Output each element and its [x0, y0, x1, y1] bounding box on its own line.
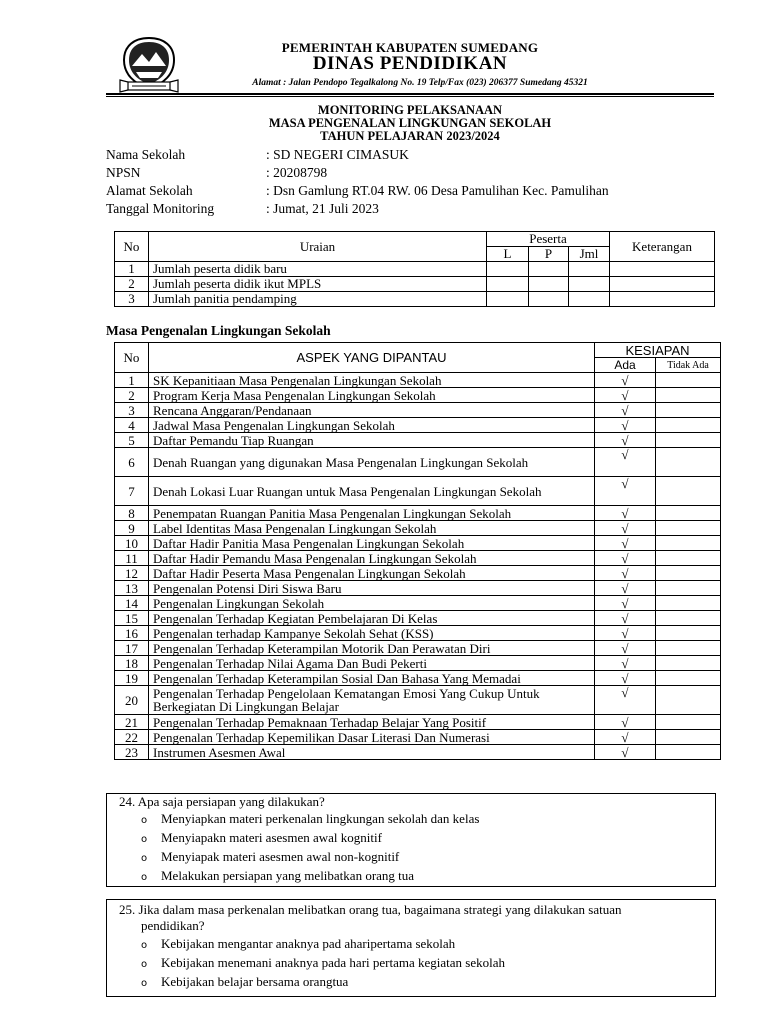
table-row [115, 277, 715, 292]
header-jml: Jml [569, 247, 610, 262]
table-row [115, 521, 721, 536]
row-no: 14 [115, 596, 149, 611]
header-l: L [487, 247, 529, 262]
header-no: No [115, 232, 149, 262]
answer-option [141, 936, 455, 952]
option-text: Menyiapkan materi perkenalan lingkungan sekolah dan kelas [161, 811, 480, 826]
question-24-box [106, 793, 716, 887]
row-aspek: Pengenalan Terhadap Keterampilan Motorik Dan Perawatan Diri [149, 641, 595, 656]
question-25-text: 25. Jika dalam masa perkenalan melibatkan orang tua, bagaimana strategi yang dilakukan satuan [119, 902, 622, 917]
table-row [115, 477, 721, 506]
check-mark: √ [595, 686, 656, 715]
check-mark: √ [595, 730, 656, 745]
row-aspek: Penempatan Ruangan Panitia Masa Pengenalan Lingkungan Sekolah [149, 506, 595, 521]
row-no: 1 [115, 262, 149, 277]
cell-tidak-ada [656, 611, 721, 626]
row-no: 10 [115, 536, 149, 551]
header-uraian: Uraian [149, 232, 487, 262]
header-peserta: Peserta [487, 232, 610, 247]
row-aspek: Daftar Hadir Pemandu Masa Pengenalan Lingkungan Sekolah [149, 551, 595, 566]
check-mark: √ [595, 536, 656, 551]
cell-tidak-ada [656, 433, 721, 448]
row-aspek: Pengenalan Terhadap Pemaknaan Terhadap Belajar Yang Positif [149, 715, 595, 730]
info-value: : 20208798 [266, 165, 328, 180]
bullet-icon: o [141, 940, 148, 951]
answer-option [141, 955, 505, 971]
row-no: 22 [115, 730, 149, 745]
info-value: : Dsn Gamlung RT.04 RW. 06 Desa Pamulihan Kec. Pamulihan [266, 183, 609, 198]
cell-tidak-ada [656, 448, 721, 477]
check-mark: √ [595, 418, 656, 433]
check-mark: √ [595, 626, 656, 641]
answer-option [141, 974, 348, 990]
table-row [115, 730, 721, 745]
check-mark: √ [595, 566, 656, 581]
row-no: 18 [115, 656, 149, 671]
row-aspek: Pengenalan Lingkungan Sekolah [149, 596, 595, 611]
cell-p [529, 292, 569, 307]
header-aspek: ASPEK YANG DIPANTAU [149, 343, 595, 373]
info-label: Alamat Sekolah [106, 183, 193, 198]
cell-tidak-ada [656, 418, 721, 433]
check-mark: √ [595, 715, 656, 730]
table-row [115, 656, 721, 671]
cell-tidak-ada [656, 477, 721, 506]
table-row [115, 536, 721, 551]
row-no: 17 [115, 641, 149, 656]
row-no: 21 [115, 715, 149, 730]
bullet-icon: o [141, 853, 148, 864]
table-row [115, 671, 721, 686]
info-label: NPSN [106, 165, 141, 180]
check-mark: √ [595, 581, 656, 596]
table-row [115, 581, 721, 596]
option-text: Melakukan persiapan yang melibatkan orang tua [161, 868, 415, 883]
section-title: Masa Pengenalan Lingkungan Sekolah [106, 323, 331, 338]
cell-tidak-ada [656, 551, 721, 566]
row-aspek: Denah Lokasi Luar Ruangan untuk Masa Pengenalan Lingkungan Sekolah [149, 477, 595, 506]
department-name: DINAS PENDIDIKAN [312, 53, 508, 74]
table-row [115, 448, 721, 477]
school-info [106, 146, 726, 218]
table-row [115, 418, 721, 433]
option-text: Kebijakan mengantar anaknya pad aharipertama sekolah [161, 936, 456, 951]
cell-tidak-ada [656, 686, 721, 715]
cell-keterangan [610, 277, 715, 292]
doc-title-line2: MASA PENGENALAN LINGKUNGAN SEKOLAH [268, 116, 552, 130]
info-value: : Jumat, 21 Juli 2023 [266, 201, 379, 216]
table-row [115, 686, 721, 715]
row-no: 15 [115, 611, 149, 626]
cell-tidak-ada [656, 388, 721, 403]
table-row [115, 433, 721, 448]
check-mark: √ [595, 671, 656, 686]
check-mark: √ [595, 745, 656, 760]
answer-option [141, 811, 479, 827]
table-row [115, 626, 721, 641]
cell-keterangan [610, 292, 715, 307]
row-aspek: Pengenalan Terhadap Keterampilan Sosial Dan Bahasa Yang Memadai [149, 671, 595, 686]
cell-tidak-ada [656, 641, 721, 656]
option-text: Kebijakan menemani anaknya pada hari pertama kegiatan sekolah [161, 955, 505, 970]
table-row [115, 596, 721, 611]
row-no: 23 [115, 745, 149, 760]
row-aspek: Rencana Anggaran/Pendanaan [149, 403, 595, 418]
doc-title-line3: TAHUN PELAJARAN 2023/2024 [320, 129, 500, 143]
cell-tidak-ada [656, 506, 721, 521]
row-no: 20 [115, 686, 149, 715]
option-text: Menyiapak materi asesmen awal non-kognitif [161, 849, 400, 864]
table-row [115, 292, 715, 307]
row-no: 2 [115, 277, 149, 292]
header-keterangan: Keterangan [610, 232, 715, 262]
cell-tidak-ada [656, 521, 721, 536]
check-mark: √ [595, 506, 656, 521]
check-mark: √ [595, 521, 656, 536]
header-tidak-ada: Tidak Ada [656, 358, 721, 373]
row-no: 4 [115, 418, 149, 433]
row-no: 9 [115, 521, 149, 536]
aspect-table [114, 342, 721, 760]
doc-title-line1: MONITORING PELAKSANAAN [317, 103, 503, 117]
info-row [106, 146, 726, 164]
row-no: 7 [115, 477, 149, 506]
letterhead-rule-thin [106, 96, 714, 97]
table-row [115, 641, 721, 656]
cell-tidak-ada [656, 671, 721, 686]
cell-tidak-ada [656, 596, 721, 611]
row-aspek: Pengenalan Potensi Diri Siswa Baru [149, 581, 595, 596]
table-row [115, 388, 721, 403]
row-aspek: Instrumen Asesmen Awal [149, 745, 595, 760]
check-mark: √ [595, 388, 656, 403]
row-aspek: Pengenalan Terhadap Kepemilikan Dasar Literasi Dan Numerasi [149, 730, 595, 745]
row-no: 2 [115, 388, 149, 403]
check-mark: √ [595, 641, 656, 656]
cell-jml [569, 262, 610, 277]
row-no: 12 [115, 566, 149, 581]
row-uraian: Jumlah panitia pendamping [149, 292, 487, 307]
cell-l [487, 292, 529, 307]
cell-tidak-ada [656, 626, 721, 641]
row-no: 3 [115, 403, 149, 418]
answer-option [141, 849, 399, 865]
row-aspek: Jadwal Masa Pengenalan Lingkungan Sekolah [149, 418, 595, 433]
check-mark: √ [595, 477, 656, 506]
check-mark: √ [595, 596, 656, 611]
row-aspek: SK Kepanitiaan Masa Pengenalan Lingkungan Sekolah [149, 373, 595, 388]
row-no: 8 [115, 506, 149, 521]
row-no: 1 [115, 373, 149, 388]
cell-p [529, 277, 569, 292]
bullet-icon: o [141, 834, 148, 845]
table-row [115, 506, 721, 521]
bullet-icon: o [141, 815, 148, 826]
table-row [115, 566, 721, 581]
check-mark: √ [595, 448, 656, 477]
check-mark: √ [595, 433, 656, 448]
department-address: Alamat : Jalan Pendopo Tegalkalong No. 19 Telp/Fax (023) 206377 Sumedang 45321 [252, 78, 588, 88]
check-mark: √ [595, 373, 656, 388]
bullet-icon: o [141, 872, 148, 883]
table-row [115, 403, 721, 418]
row-uraian: Jumlah peserta didik baru [149, 262, 487, 277]
row-aspek: Pengenalan Terhadap Nilai Agama Dan Budi Pekerti [149, 656, 595, 671]
row-no: 13 [115, 581, 149, 596]
row-aspek: Pengenalan terhadap Kampanye Sekolah Sehat (KSS) [149, 626, 595, 641]
table-row [115, 373, 721, 388]
cell-keterangan [610, 262, 715, 277]
participants-table [114, 231, 715, 307]
header-ada: Ada [595, 358, 656, 373]
row-no: 16 [115, 626, 149, 641]
cell-tidak-ada [656, 730, 721, 745]
row-aspek: Label Identitas Masa Pengenalan Lingkungan Sekolah [149, 521, 595, 536]
row-no: 19 [115, 671, 149, 686]
cell-l [487, 277, 529, 292]
cell-tidak-ada [656, 403, 721, 418]
question-25-box [106, 899, 716, 997]
table-row [115, 715, 721, 730]
cell-l [487, 262, 529, 277]
check-mark: √ [595, 551, 656, 566]
info-row [106, 182, 726, 200]
row-aspek: Daftar Hadir Peserta Masa Pengenalan Lingkungan Sekolah [149, 566, 595, 581]
row-no: 11 [115, 551, 149, 566]
cell-jml [569, 292, 610, 307]
row-aspek: Program Kerja Masa Pengenalan Lingkungan Sekolah [149, 388, 595, 403]
question-24-text: 24. Apa saja persiapan yang dilakukan? [119, 794, 325, 809]
info-label: Tanggal Monitoring [106, 201, 215, 216]
header-kesiapan: KESIAPAN [595, 343, 721, 358]
answer-option [141, 868, 414, 884]
row-aspek: Daftar Hadir Panitia Masa Pengenalan Lingkungan Sekolah [149, 536, 595, 551]
cell-p [529, 262, 569, 277]
question-25-text-cont: pendidikan? [141, 918, 205, 933]
cell-tidak-ada [656, 566, 721, 581]
cell-tidak-ada [656, 581, 721, 596]
info-row [106, 164, 726, 182]
cell-tidak-ada [656, 715, 721, 730]
info-value: : SD NEGERI CIMASUK [266, 147, 409, 162]
cell-tidak-ada [656, 656, 721, 671]
info-label: Nama Sekolah [106, 147, 186, 162]
info-row [106, 200, 726, 218]
check-mark: √ [595, 611, 656, 626]
row-no: 6 [115, 448, 149, 477]
table-row [115, 551, 721, 566]
row-aspek: Pengenalan Terhadap Kegiatan Pembelajaran Di Kelas [149, 611, 595, 626]
table-row [115, 745, 721, 760]
option-text: Menyiapakn materi asesmen awal kognitif [161, 830, 382, 845]
table-row [115, 611, 721, 626]
cell-tidak-ada [656, 536, 721, 551]
row-aspek: Pengenalan Terhadap Pengelolaan Kematangan Emosi Yang Cukup Untuk Berkegiatan Di Lingkungan Belajar [149, 686, 595, 715]
check-mark: √ [595, 403, 656, 418]
bullet-icon: o [141, 978, 148, 989]
government-name: PEMERINTAH KABUPATEN SUMEDANG [281, 40, 539, 55]
option-text: Kebijakan belajar bersama orangtua [161, 974, 349, 989]
row-aspek: Daftar Pemandu Tiap Ruangan [149, 433, 595, 448]
table-row [115, 262, 715, 277]
cell-jml [569, 277, 610, 292]
letterhead-rule [106, 93, 714, 95]
row-uraian: Jumlah peserta didik ikut MPLS [149, 277, 487, 292]
header-p: P [529, 247, 569, 262]
header-no: No [115, 343, 149, 373]
answer-option [141, 830, 382, 846]
cell-tidak-ada [656, 745, 721, 760]
row-no: 3 [115, 292, 149, 307]
cell-tidak-ada [656, 373, 721, 388]
row-aspek: Denah Ruangan yang digunakan Masa Pengenalan Lingkungan Sekolah [149, 448, 595, 477]
bullet-icon: o [141, 959, 148, 970]
row-no: 5 [115, 433, 149, 448]
check-mark: √ [595, 656, 656, 671]
